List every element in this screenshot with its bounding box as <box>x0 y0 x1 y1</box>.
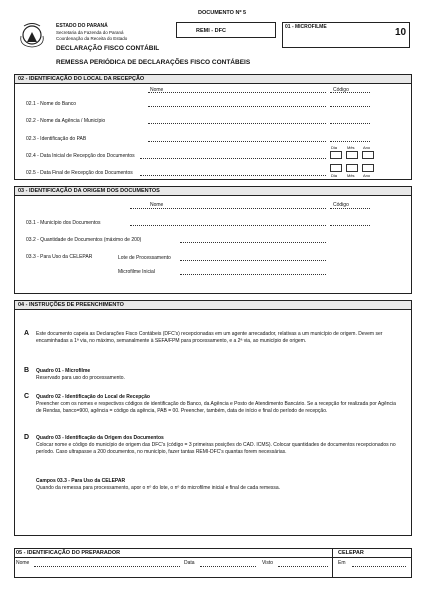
microfilm-label: 01 - MICROFILME <box>285 24 327 30</box>
agency-field[interactable] <box>148 123 326 124</box>
form-subtitle: REMESSA PERIÓDICA DE DECLARAÇÕES FISCO CONTÁBEIS <box>56 59 251 66</box>
celepar-em-label: Em <box>338 560 346 566</box>
quantity-field[interactable] <box>180 242 326 243</box>
pab-label: 02.3 - Identificação do PAB <box>26 136 87 142</box>
agency-label: 02.2 - Nome da Agência / Município <box>26 118 106 124</box>
form-code-box <box>176 22 276 38</box>
state-name: ESTADO DO PARANÁ <box>56 23 108 29</box>
municipality-label: 03.1 - Município dos Documentos <box>26 220 101 226</box>
celepar-use-label: 03.3 - Para Uso da CELEPAR <box>26 254 93 260</box>
preparer-name-label: Nome <box>16 560 30 566</box>
section-03-name-header: Nome <box>150 202 164 208</box>
agency-code-field[interactable] <box>330 123 370 124</box>
end-date-day-label: Dia <box>331 173 338 178</box>
instruction-c-heading: Quadro 02 - Identificação do Local de Recepção <box>36 394 150 400</box>
instruction-d-text: Colocar nome e código do município de origem das DFC's (código = 3 primeiras posições do CAD. ICMS). Colocar quantidades de documentos recepcionados no período. Caso ultrapasse a 200 documentos, no município, fazer tantas REMI-DFC's quantas forem necessárias. <box>36 442 396 455</box>
state-coat-of-arms-icon <box>18 22 46 48</box>
quantity-label: 03.2 - Quantidade de Documentos (máximo de 200) <box>26 237 142 243</box>
end-date-month[interactable] <box>346 164 358 172</box>
preparer-visto-field[interactable] <box>278 566 328 567</box>
municipality-field[interactable] <box>130 225 326 226</box>
instruction-celepar-text: Quando da remessa para processamento, apor o nº do lote, o nº do microfilme inicial e final de cada remessa. <box>36 485 281 491</box>
form-code: REMI - DFC <box>196 28 226 34</box>
preparer-date-field[interactable] <box>200 566 256 567</box>
end-date-month-label: Mês <box>347 173 355 178</box>
section-02-title: 02 - IDENTIFICAÇÃO DO LOCAL DA RECEPÇÃO <box>15 75 411 84</box>
instruction-a-text: Este documento capeia as Declarações Fisco Contábeis (DFC's) recepcionadas em um agente arrecadador, relativas a um município de origem. Devem ser encaminhadas a 1ª via, no máximo, semanalmente à SEFA/FPM para processamento, e a 2ª via, ao município de origem. <box>36 331 383 344</box>
instruction-b-text: Reservado para uso do processamento. <box>36 375 125 381</box>
form-title: DECLARAÇÃO FISCO CONTÁBIL <box>56 45 160 52</box>
instruction-a-letter: A <box>24 330 30 337</box>
section-02-code-header: Código <box>333 87 349 93</box>
pab-field[interactable] <box>148 141 326 142</box>
preparer-visto-label: Visto <box>262 560 274 566</box>
section-04-title: 04 - INSTRUÇÕES DE PREENCHIMENTO <box>15 301 411 310</box>
celepar-em-field[interactable] <box>352 566 406 567</box>
batch-label: Lote de Processamento <box>118 255 171 261</box>
end-date-day[interactable] <box>330 164 342 172</box>
instruction-c-text: Preencher com os nomes e respectivos códigos de identificação do Banco, da Agência e Posto de Atendimento Bancário. Se a recepção for realizada por Agência de Rendas, banco=900, agência = código da agência, PAB = 00. Preencher, também, data de início e final do período de recepção. <box>36 401 396 414</box>
initial-microfilm-field[interactable] <box>180 274 326 275</box>
municipality-code-field[interactable] <box>330 225 370 226</box>
start-date-year-label: Ano <box>363 145 371 150</box>
end-date-year[interactable] <box>362 164 374 172</box>
section-03-title: 03 - IDENTIFICAÇÃO DA ORIGEM DOS DOCUMENTOS <box>15 187 411 196</box>
section-02-name-header: Nome <box>150 87 164 93</box>
start-date-month[interactable] <box>346 151 358 159</box>
initial-microfilm-label: Microfilme Inicial <box>118 269 155 275</box>
bank-name-label: 02.1 - Nome do Banco <box>26 101 77 107</box>
instruction-b-heading: Quadro 01 - Microfilme <box>36 368 91 374</box>
celepar-label: CELEPAR <box>338 550 364 556</box>
preparer-name-field[interactable] <box>34 566 180 567</box>
secretariat-name: Secretaria da Fazenda do Paraná <box>56 30 124 35</box>
bank-code-field[interactable] <box>330 106 370 107</box>
preparer-date-label: Data <box>184 560 195 566</box>
pab-code-field[interactable] <box>330 141 370 142</box>
instruction-celepar-heading: Campos 03.3 - Para Uso da CELEPAR <box>36 478 126 484</box>
coordination-name: Coordenação da Receita do Estado <box>56 36 128 41</box>
batch-field[interactable] <box>180 260 326 261</box>
document-number: DOCUMENTO Nº 5 <box>198 10 247 16</box>
instruction-b-letter: B <box>24 367 30 374</box>
end-date-year-label: Ano <box>363 173 371 178</box>
section-03-code-header: Código <box>333 202 349 208</box>
start-date-month-label: Mês <box>347 145 355 150</box>
instruction-d-letter: D <box>24 434 30 441</box>
bank-name-field[interactable] <box>148 106 326 107</box>
start-date-day-label: Dia <box>331 145 338 150</box>
end-date-label: 02.5 - Data Final de Recepção dos Documentos <box>26 170 133 176</box>
start-date-label: 02.4 - Data Inicial de Recepção dos Documentos <box>26 153 135 159</box>
instruction-c-letter: C <box>24 393 30 400</box>
section-05-title: 05 - IDENTIFICAÇÃO DO PREPARADOR <box>16 550 121 556</box>
microfilm-value: 10 <box>395 27 407 38</box>
start-date-year[interactable] <box>362 151 374 159</box>
instruction-d-heading: Quadro 03 - Identificação da Origem dos Documentos <box>36 435 164 441</box>
start-date-day[interactable] <box>330 151 342 159</box>
